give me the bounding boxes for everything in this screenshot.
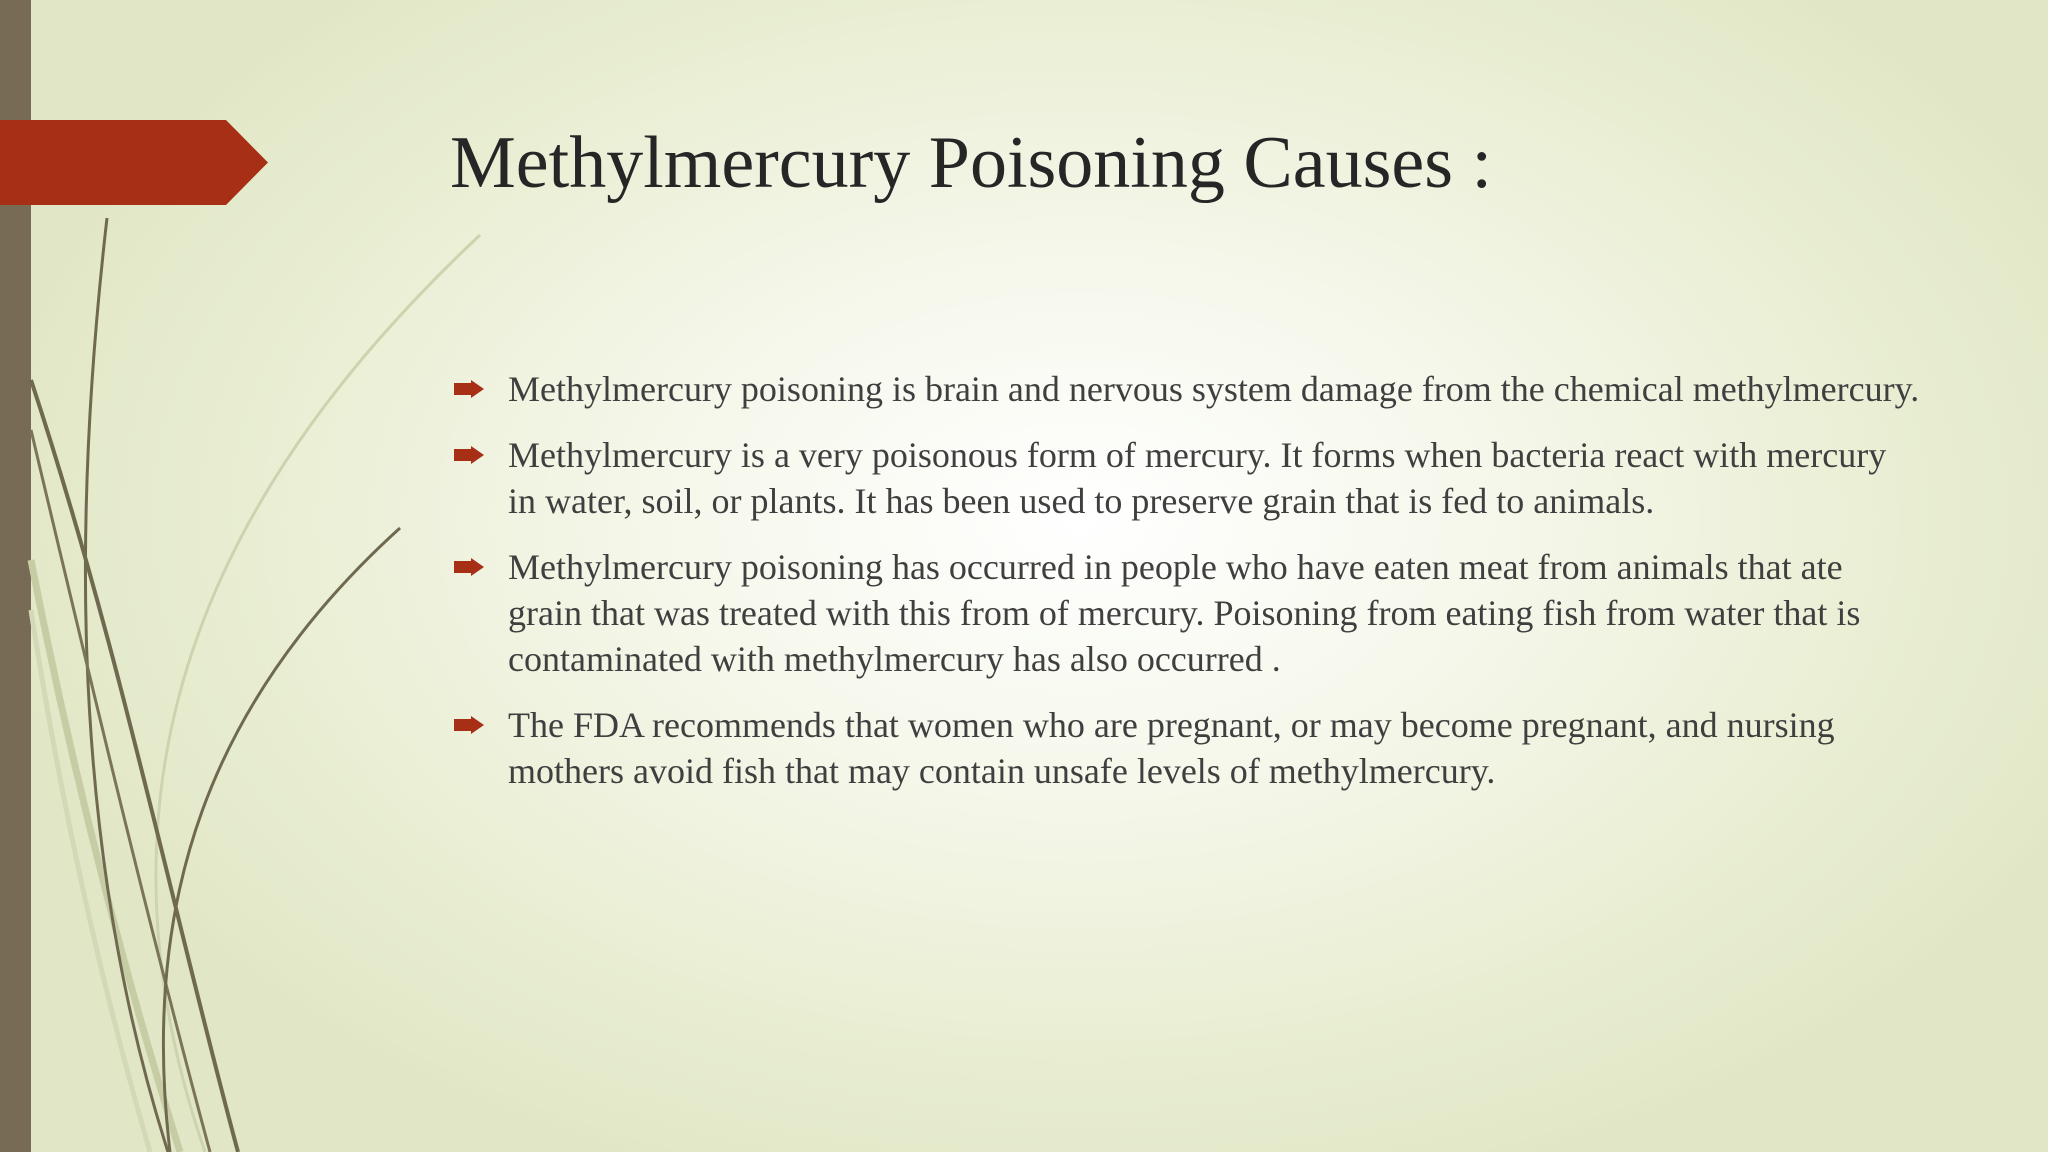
bullet-text: The FDA recommends that women who are pregnant, or may become pregnant, and nursing mothers avoid fish that may contain unsafe levels of methylmercury. [508,705,1835,791]
bullet-list [450,366,1920,814]
slide-title: Methylmercury Poisoning Causes : [450,122,1493,204]
bullet-text: Methylmercury poisoning is brain and nervous system damage from the chemical methylmercury. [508,369,1920,409]
bullet-item [450,544,1920,682]
arrow-bullet-icon [454,446,484,464]
title-arrow-banner [0,120,268,205]
bullet-text: Methylmercury is a very poisonous form of mercury. It forms when bacteria react with mercury in water, soil, or plants. It has been used to preserve grain that is fed to animals. [508,435,1887,521]
bullet-item [450,366,1920,412]
arrow-bullet-icon [454,380,484,398]
arrow-bullet-icon [454,716,484,734]
bullet-item [450,432,1920,524]
bullet-item [450,702,1920,794]
arrow-bullet-icon [454,558,484,576]
bullet-text: Methylmercury poisoning has occurred in people who have eaten meat from animals that ate grain that was treated with this from of mercury. Poisoning from eating fish from water that is contaminated with methylmercury has also occurred . [508,547,1861,679]
